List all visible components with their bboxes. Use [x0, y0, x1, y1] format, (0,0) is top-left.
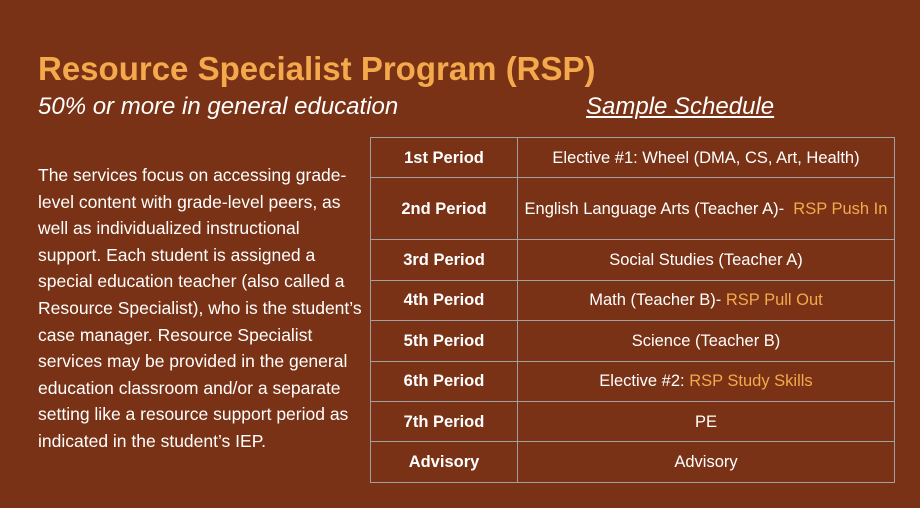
- period-cell: 3rd Period: [371, 240, 518, 280]
- class-name: English Language Arts (Teacher A)-: [524, 199, 785, 218]
- table-row: [371, 321, 895, 361]
- period-cell: Advisory: [371, 442, 518, 482]
- slide-subtitle: 50% or more in general education: [38, 93, 399, 120]
- class-name: Advisory: [674, 453, 738, 472]
- class-name: Elective #2:: [599, 372, 685, 391]
- class-cell: [518, 401, 895, 441]
- class-cell: [518, 321, 895, 361]
- schedule-table: [370, 137, 895, 483]
- table-row: [371, 178, 895, 240]
- table-row: [371, 240, 895, 280]
- period-cell: 6th Period: [371, 361, 518, 401]
- period-cell: 5th Period: [371, 321, 518, 361]
- rsp-service-note: RSP Study Skills: [689, 372, 813, 391]
- table-row: [371, 442, 895, 482]
- class-name: Math (Teacher B)-: [589, 291, 722, 310]
- table-row: [371, 361, 895, 401]
- table-row: [371, 280, 895, 320]
- class-name: Science (Teacher B): [631, 331, 781, 350]
- program-description: The services focus on accessing grade-level content with grade-level peers, as well as individualized instructional support. Each student is assigned a special education teacher (also called a Resource Specialist), who is the student’s case manager. Resource Specialist services may be provided in the general education classroom and/or a separate setting like a resource support period as indicated in the student’s IEP.: [38, 165, 362, 451]
- period-cell: 1st Period: [371, 138, 518, 178]
- period-cell: 2nd Period: [371, 178, 518, 240]
- period-cell: 4th Period: [371, 280, 518, 320]
- rsp-service-note: RSP Pull Out: [725, 291, 823, 310]
- class-name: Elective #1: Wheel (DMA, CS, Art, Health): [552, 148, 860, 167]
- class-cell: [518, 361, 895, 401]
- class-cell: [518, 240, 895, 280]
- slide-title: Resource Specialist Program (RSP): [38, 50, 596, 87]
- class-cell: [518, 442, 895, 482]
- class-cell: [518, 280, 895, 320]
- rsp-service-note: RSP Push In: [793, 199, 888, 218]
- class-name: Social Studies (Teacher A): [609, 251, 803, 270]
- class-cell: [518, 138, 895, 178]
- table-row: [371, 138, 895, 178]
- class-name: PE: [694, 412, 717, 431]
- period-cell: 7th Period: [371, 401, 518, 441]
- class-cell: [518, 178, 895, 240]
- schedule-heading: Sample Schedule: [586, 93, 775, 120]
- table-row: [371, 401, 895, 441]
